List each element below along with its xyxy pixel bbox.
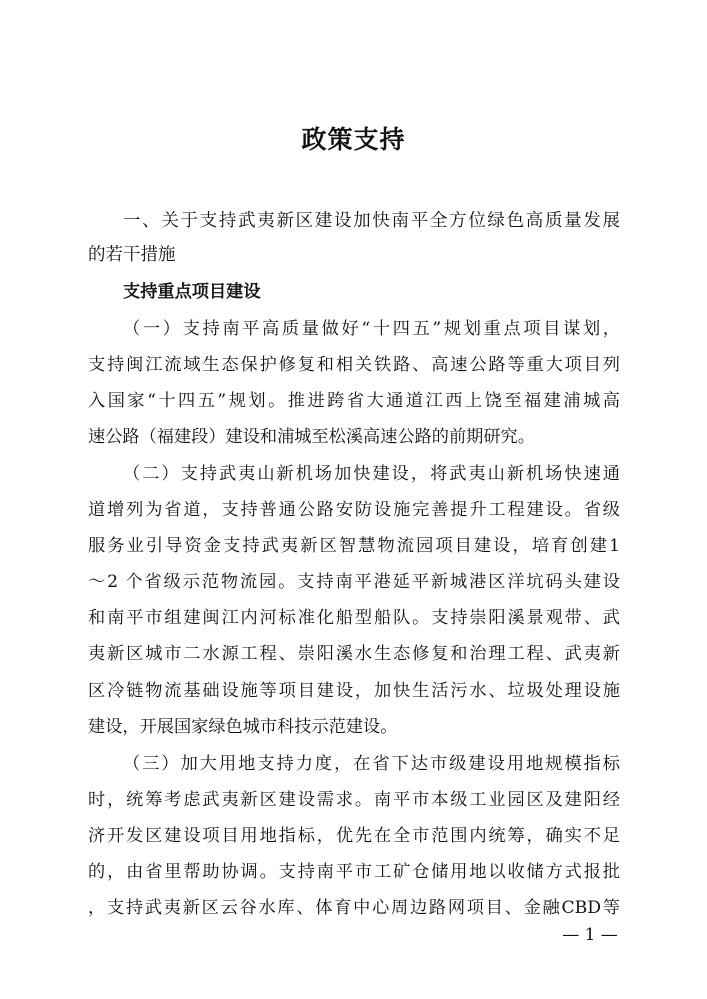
section-heading-line: 的若干措施 [88,245,176,265]
paragraph-line: 和南平市组建闽江内河标准化船型船队。支持崇阳溪景观带、武 [88,608,620,628]
paragraph-line: 的，由省里帮助协调。支持南平市工矿仓储用地以收储方式报批 [88,862,620,882]
subsection-heading: 支持重点项目建设 [123,282,261,302]
paragraph-line: 区冷链物流基础设施等项目建设，加快生活污水、垃圾处理设施 [88,681,620,701]
paragraph-line: （一）支持南平高质量做好“十四五”规划重点项目谋划， [123,319,620,339]
page-number: — 1 — [562,925,618,945]
paragraph-line: 夷新区城市二水源工程、崇阳溪水生态修复和治理工程、武夷新 [88,644,620,664]
paragraph-line: （二）支持武夷山新机场加快建设，将武夷山新机场快速通 [123,464,620,484]
paragraph-line: ～2 个省级示范物流园。支持南平港延平新城港区洋坑码头建设 [88,572,620,592]
paragraph-line: 支持闽江流域生态保护修复和相关铁路、高速公路等重大项目列 [88,355,620,375]
paragraph-line: 道增列为省道，支持普通公路安防设施完善提升工程建设。省级 [88,500,620,520]
paragraph-line: （三）加大用地支持力度，在省下达市级建设用地规模指标 [123,754,620,774]
paragraph-line: ，支持武夷新区云谷水库、体育中心周边路网项目、金融CBD等 [88,898,620,918]
paragraph-line: 速公路（福建段）建设和浦城至松溪高速公路的前期研究。 [88,427,535,447]
section-heading-line: 一、关于支持武夷新区建设加快南平全方位绿色高质量发展 [123,211,620,231]
paragraph-line: 入国家“十四五”规划。推进跨省大通道江西上饶至福建浦城高 [88,391,620,411]
paragraph-line: 济开发区建设项目用地指标，优先在全市范围内统筹，确实不足 [88,826,620,846]
paragraph-line: 建设，开展国家绿色城市科技示范建设。 [88,717,398,737]
page-title: 政策支持 [301,125,406,154]
paragraph-line: 服务业引导资金支持武夷新区智慧物流园项目建设，培育创建1 [88,536,620,556]
paragraph-line: 时，统筹考虑武夷新区建设需求。南平市本级工业园区及建阳经 [88,790,620,810]
